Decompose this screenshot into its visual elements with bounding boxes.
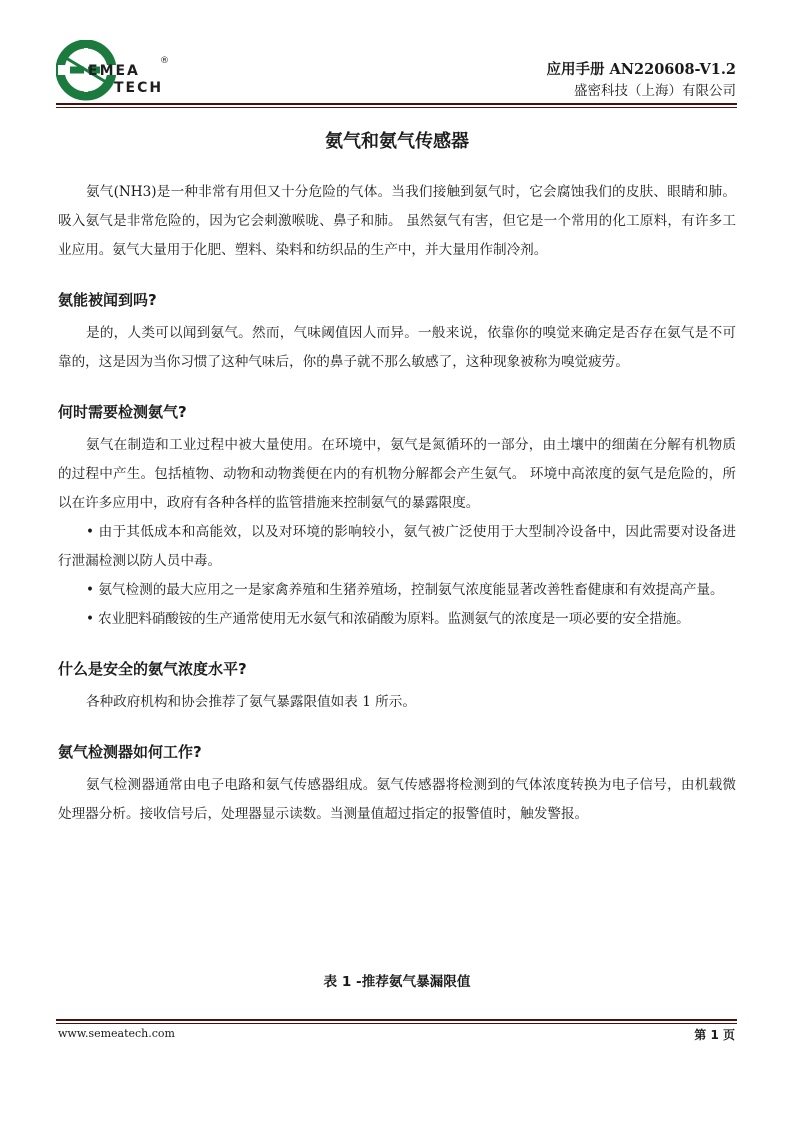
section-heading-safe-level: 什么是安全的氨气浓度水平?: [58, 660, 247, 678]
bullet-item: • 农业肥料硝酸铵的生产通常使用无水氨气和浓硝酸为原料。监测氨气的浓度是一项必要的安全措施。: [86, 611, 690, 627]
section-paragraph: 氨气在制造和工业过程中被大量使用。在环境中，氨气是氮循环的一部分，由土壤中的细菌在分解有机物质的过程中产生。包括植物、动物和动物粪便在内的有机物分解都会产生氨气。 环境中高浓度的氨气是危险的，所以在许多应用中，政府有各种各样的监管措施来控制氨气的暴露限度。: [58, 437, 736, 511]
table-caption: 表 1 -推荐氨气暴漏限值: [323, 974, 471, 990]
section-heading-when-detect: 何时需要检测氨气?: [58, 403, 187, 421]
intro-paragraph: 氨气(NH3)是一种非常有用但又十分危险的气体。当我们接触到氨气时，它会腐蚀我们的皮肤、眼睛和肺。吸入氨气是非常危险的，因为它会刺激喉咙、鼻子和肺。 虽然氨气有害，但它是一个常用的化工原料，有许多工业应用。氨气大量用于化肥、塑料、染料和纺织品的生产中，并大量用作制冷剂。: [58, 184, 736, 258]
section-paragraph: 是的，人类可以闻到氨气。然而，气味阈值因人而异。一般来说，依靠你的嗅觉来确定是否存在氨气是不可靠的，这是因为当你习惯了这种气味后，你的鼻子就不那么敏感了，这种现象被称为嗅觉疲劳。: [58, 325, 736, 370]
document-body: [58, 128, 736, 829]
page-number: 第 1 页: [694, 1028, 735, 1042]
footer-rule: [56, 1019, 737, 1021]
footer-url-link[interactable]: www.semeatech.com: [58, 1027, 175, 1040]
document-title: 氨气和氨气传感器: [325, 131, 469, 152]
bullet-item: • 由于其低成本和高能效，以及对环境的影响较小，氨气被广泛使用于大型制冷设备中，因此需要对设备进行泄漏检测以防人员中毒。: [58, 524, 736, 569]
section-paragraph: 氨气检测器通常由电子电路和氨气传感器组成。氨气传感器将检测到的气体浓度转换为电子信号，由机载微处理器分析。接收信号后，处理器显示读数。当测量值超过指定的报警值时，触发警报。: [58, 777, 736, 822]
registered-mark: ®: [160, 56, 169, 66]
bullet-item: • 氨气检测的最大应用之一是家禽养殖和生猪养殖场，控制氨气浓度能显著改善牲畜健康和有效提高产量。: [86, 582, 724, 598]
section-paragraph: 各种政府机构和协会推荐了氨气暴露限值如表 1 所示。: [86, 694, 416, 710]
company-name: 盛密科技（上海）有限公司: [574, 83, 736, 99]
header-rule-thin: [56, 107, 737, 108]
section-heading-smell: 氨能被闻到吗?: [58, 291, 157, 309]
page-header: [0, 0, 793, 110]
logo-text-emea: EMEA: [88, 63, 140, 79]
logo-text-tech: TECH: [114, 80, 164, 96]
header-rule: [56, 103, 737, 105]
footer-rule-thin: [56, 1023, 737, 1024]
section-heading-how-works: 氨气检测器如何工作?: [58, 743, 202, 761]
document-id: 应用手册 AN220608-V1.2: [546, 61, 736, 78]
